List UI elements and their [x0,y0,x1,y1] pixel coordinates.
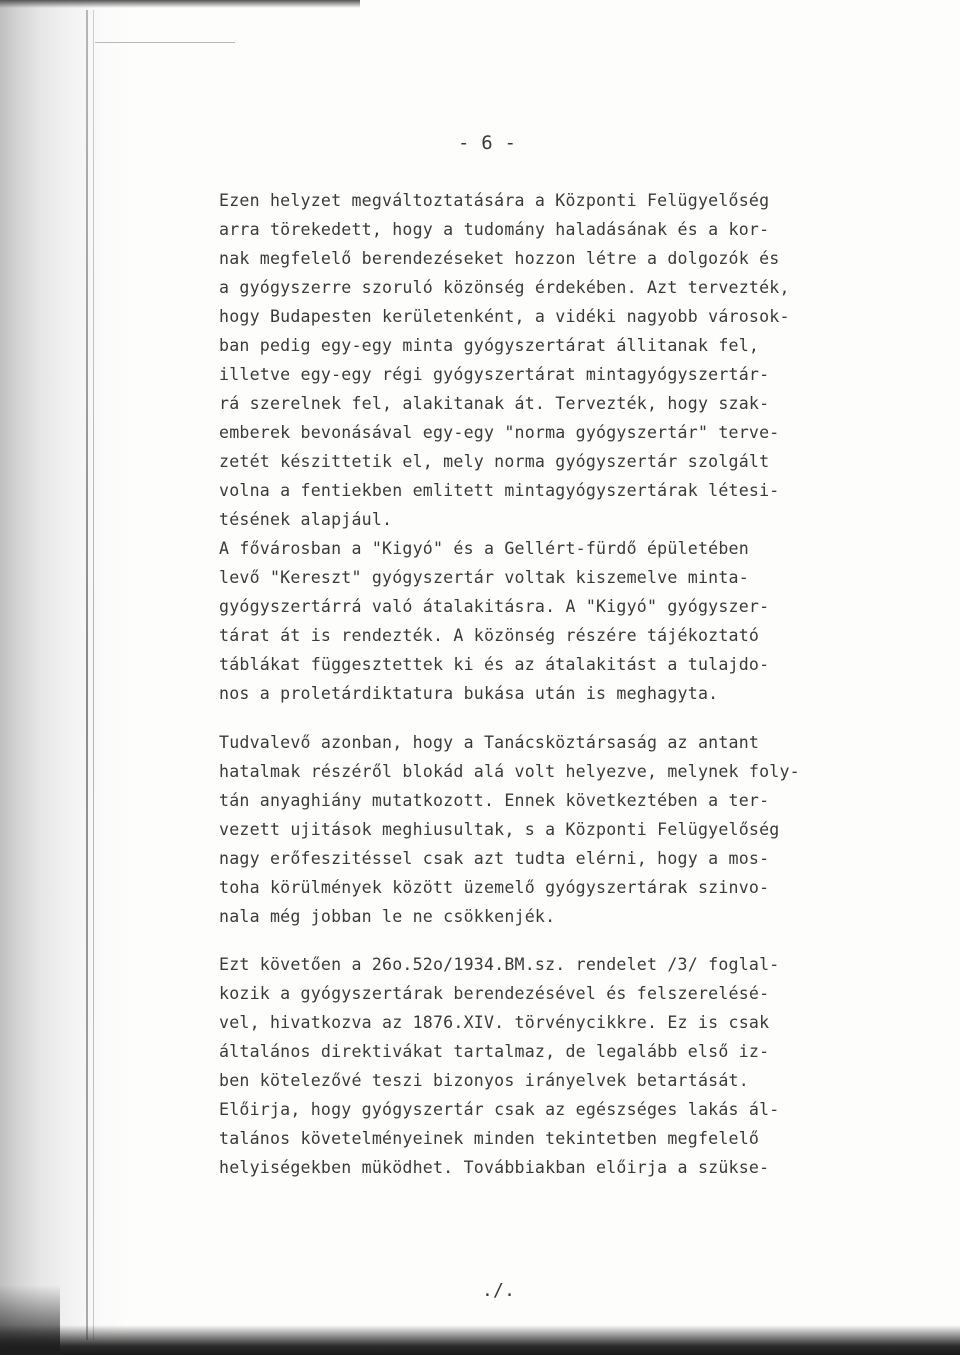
text-line: vel, hivatkozva az 1876.XIV. törvénycikkre. Ez is csak [219,1013,770,1032]
text-line: helyiségekben müködhet. Továbbiakban előirja a szükse- [219,1158,770,1177]
text-line: levő "Kereszt" gyógyszertár voltak kiszemelve minta- [219,568,749,587]
text-line: emberek bevonásával egy-egy "norma gyógyszertár" terve- [219,423,780,442]
text-line: tésének alapjául. [219,510,393,529]
text-line: ben kötelezővé teszi bizonyos irányelvek betartását. [219,1071,749,1090]
text-line: volna a fentiekben emlitett mintagyógyszertárak létesi- [219,481,780,500]
text-line: vezett ujitások meghiusultak, s a Központi Felügyelőség [219,820,780,839]
text-line: zetét készittetik el, mely norma gyógyszertár szolgált [219,452,770,471]
text-line: Tudvalevő azonban, hogy a Tanácsköztársaság az antant [219,733,760,752]
text-line: gyógyszertárrá való átalakitásra. A "Kigyó" gyógyszer- [219,597,770,616]
text-line: rá szerelnek fel, alakitanak át. Tervezték, hogy szak- [219,394,770,413]
text-line: talános követelményeinek minden tekintetben megfelelő [219,1129,760,1148]
text-line: kozik a gyógyszertárak berendezésével és felszerelésé- [219,984,770,1003]
text-line: a gyógyszerre szoruló közönség érdekében. Azt tervezték, [219,278,790,297]
text-line: nos a proletárdiktatura bukása után is meghagyta. [219,684,719,703]
text-line: illetve egy-egy régi gyógyszertárat mintagyógyszertár- [219,365,770,384]
text-line: Ezt követően a 26o.52o/1934.BM.sz. rendelet /3/ foglal- [219,955,780,974]
continuation-mark: ./. [482,1280,516,1301]
text-line: nala még jobban le ne csökkenjék. [219,907,556,926]
text-line: arra törekedett, hogy a tudomány haladásának és a kor- [219,220,770,239]
text-line: Ezen helyzet megváltoztatására a Központi Felügyelőség [219,191,770,210]
text-line: ban pedig egy-egy minta gyógyszertárat állitanak fel, [219,336,760,355]
text-line: általános direktivákat tartalmaz, de legalább első iz- [219,1042,770,1061]
text-line: hogy Budapesten kerületenként, a vidéki nagyobb városok- [219,307,790,326]
text-line: A fővárosban a "Kigyó" és a Gellért-fürdő épületében [219,539,749,558]
page-number: - 6 - [458,132,517,154]
bottom-left-scan-shadow [0,1285,60,1355]
text-line: Előirja, hogy gyógyszertár csak az egészséges lakás ál- [219,1100,780,1119]
bottom-scan-edge [0,1325,960,1355]
text-line: táblákat függesztettek ki és az átalakitást a tulajdo- [219,655,770,674]
text-line: hatalmak részéről blokád alá volt helyezve, melynek foly- [219,762,800,781]
text-line: tárat át is rendezték. A közönség részére tájékoztató [219,626,760,645]
text-line: nak megfelelő berendezéseket hozzon létre a dolgozók és [219,249,780,268]
text-line: tán anyaghiány mutatkozott. Ennek következtében a ter- [219,791,770,810]
text-line: toha körülmények között üzemelő gyógyszertárak szinvo- [219,878,770,897]
text-line: nagy erőfeszitéssel csak azt tudta elérni, hogy a mos- [219,849,770,868]
